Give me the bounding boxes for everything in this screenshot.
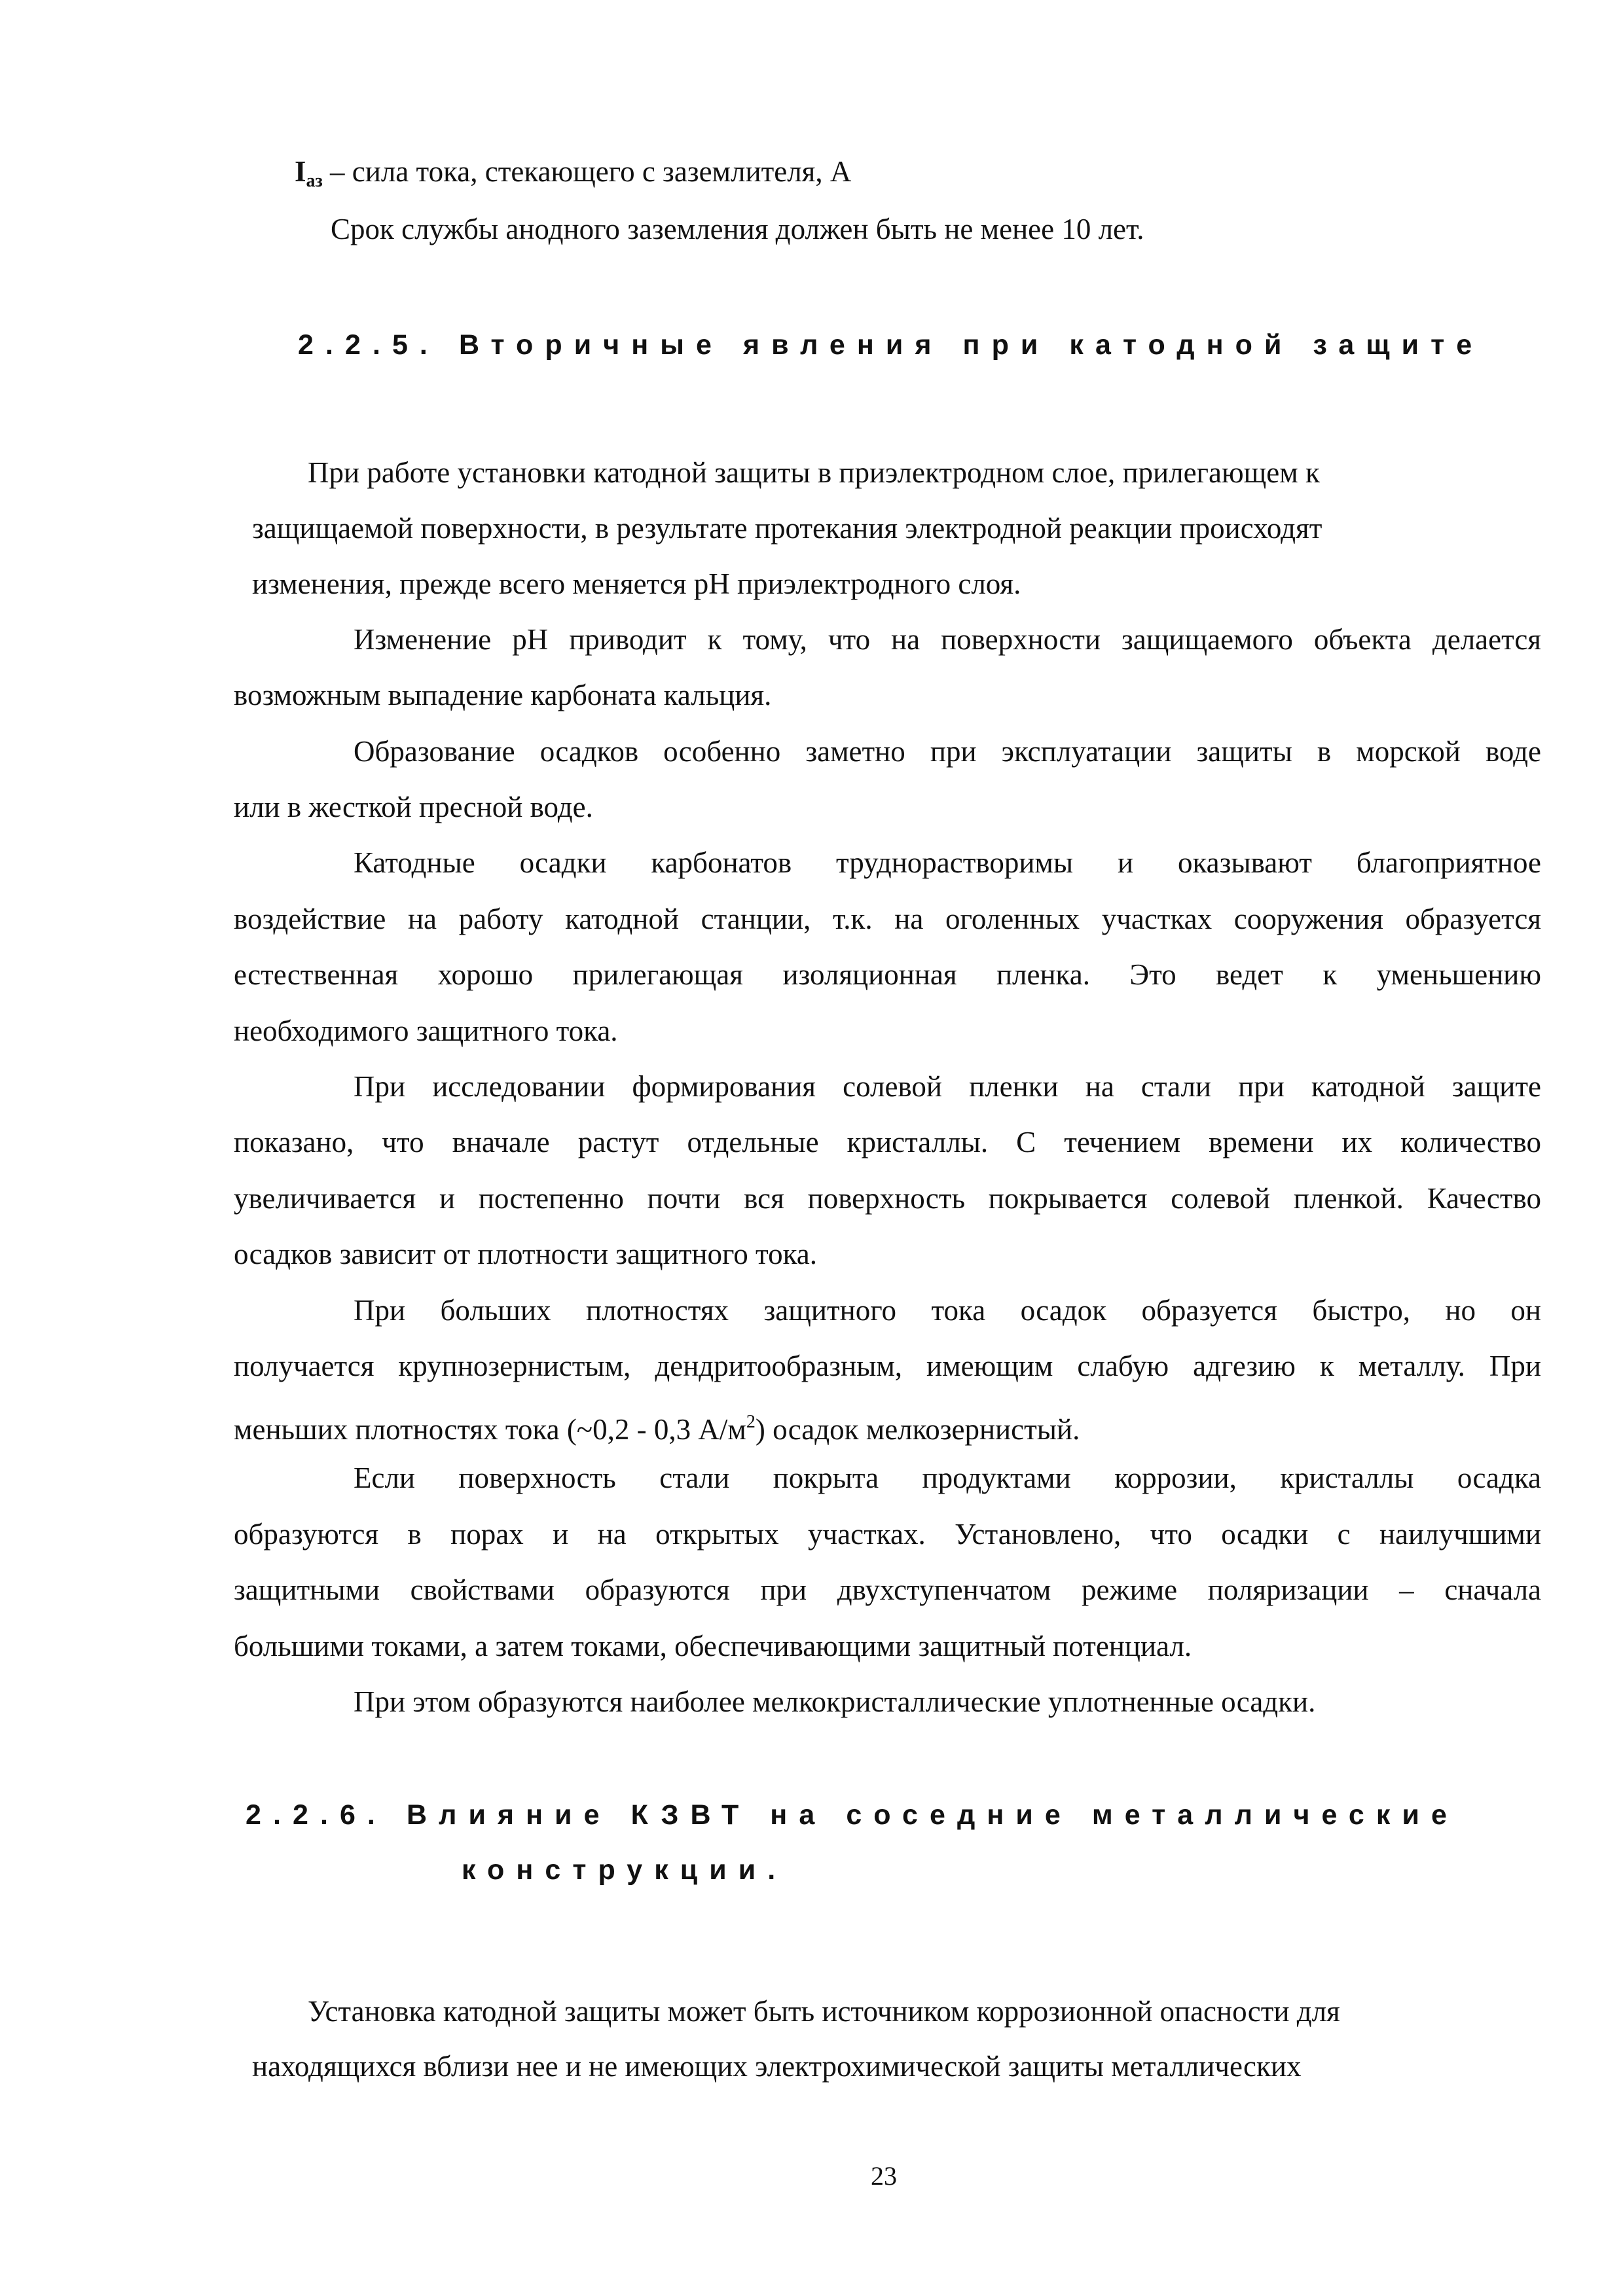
anode-lifetime-text: Срок службы анодного заземления должен быть не менее 10 лет. bbox=[331, 213, 1144, 245]
superscript: 2 bbox=[746, 1412, 756, 1432]
paragraph-line: При больших плотностях защитного тока осадок образуется быстро, но он bbox=[354, 1294, 1541, 1327]
current-symbol-subscript: аз bbox=[306, 171, 323, 191]
page-number: 23 bbox=[871, 2161, 897, 2191]
fine-deposit-text: ) осадок мелкозернистый. bbox=[755, 1413, 1080, 1446]
paragraph-line: или в жесткой пресной воде. bbox=[234, 791, 593, 823]
paragraph-line: При работе установки катодной защиты в приэлектродном слое, прилегающем к bbox=[308, 456, 1320, 489]
paragraph-line: изменения, прежде всего меняется pH приэлектродного слоя. bbox=[252, 567, 1021, 600]
paragraph-line: образуются в порах и на открытых участках. Установлено, что осадки с наилучшими bbox=[234, 1518, 1541, 1551]
paragraph-line: возможным выпадение карбоната кальция. bbox=[234, 679, 772, 711]
paragraph-line: большими токами, а затем токами, обеспечивающими защитный потенциал. bbox=[234, 1630, 1192, 1662]
current-density-text: меньших плотностях тока (~0,2 - 0,3 А/м bbox=[234, 1413, 746, 1446]
paragraph-line: показано, что вначале растут отдельные кристаллы. С течением времени их количество bbox=[234, 1126, 1541, 1158]
paragraph-line: Установка катодной защиты может быть источником коррозионной опасности для bbox=[308, 1995, 1340, 2028]
paragraph-line: естественная хорошо прилегающая изоляционная пленка. Это ведет к уменьшению bbox=[234, 958, 1541, 991]
paragraph-line bbox=[234, 1403, 1080, 1449]
paragraph-line: необходимого защитного тока. bbox=[234, 1014, 618, 1047]
paragraph-line: воздействие на работу катодной станции, т.к. на оголенных участках сооружения образуется bbox=[234, 903, 1541, 935]
paragraph-line: Катодные осадки карбонатов труднорастворимы и оказывают благоприятное bbox=[354, 846, 1541, 879]
paragraph-line: При исследовании формирования солевой пленки на стали при катодной защите bbox=[354, 1070, 1541, 1103]
paragraph-line: получается крупнозернистым, дендритообразным, имеющим слабую адгезию к металлу. При bbox=[234, 1350, 1541, 1382]
section-heading-2-2-6-continued: конструкции. bbox=[462, 1854, 788, 1886]
paragraph-line: защищаемой поверхности, в результате протекания электродной реакции происходят bbox=[252, 512, 1322, 545]
section-heading-2-2-5: 2.2.5. Вторичные явления при катодной защите bbox=[298, 329, 1484, 361]
paragraph-line: находящихся вблизи нее и не имеющих электрохимической защиты металлических bbox=[252, 2050, 1302, 2083]
section-heading-2-2-6: 2.2.6. Влияние КЗВТ на соседние металлические bbox=[246, 1799, 1459, 1831]
paragraph-line: защитными свойствами образуются при двухступенчатом режиме поляризации – сначала bbox=[234, 1573, 1541, 1606]
current-definition bbox=[295, 152, 851, 201]
paragraph-line: При этом образуются наиболее мелкокристаллические уплотненные осадки. bbox=[354, 1685, 1316, 1718]
current-symbol: I bbox=[295, 155, 306, 188]
current-symbol-definition: – сила тока, стекающего с заземлителя, А bbox=[322, 155, 852, 188]
paragraph-line: Если поверхность стали покрыта продуктами коррозии, кристаллы осадка bbox=[354, 1462, 1541, 1494]
paragraph-line: увеличивается и постепенно почти вся поверхность покрывается солевой пленкой. Качество bbox=[234, 1182, 1541, 1215]
paragraph-line: осадков зависит от плотности защитного тока. bbox=[234, 1238, 818, 1270]
paragraph-line: Образование осадков особенно заметно при эксплуатации защиты в морской воде bbox=[354, 735, 1541, 768]
paragraph-line: Изменение pH приводит к тому, что на поверхности защищаемого объекта делается bbox=[354, 623, 1541, 656]
